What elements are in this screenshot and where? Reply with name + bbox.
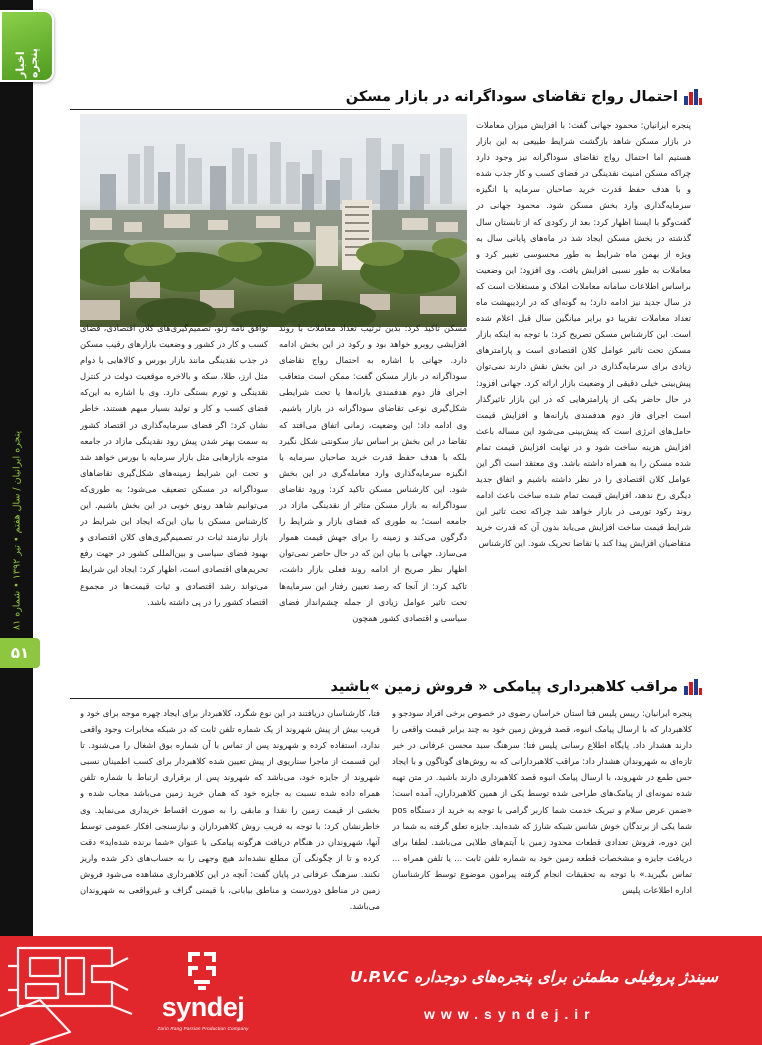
article2-title: مراقب کلاهبرداری پیامکی « فروش زمین »باشید <box>330 679 678 695</box>
article2-title-rule <box>70 698 370 699</box>
section-tab-label: اخبار پنجره <box>14 48 40 78</box>
article2-column-left: فتا، کارشناسان دریافتند در این نوع شگرد، کلاهبردار برای ایجاد چهره موجه برای خود و فریب بیش از پیش شهروند از یک شماره تلفن ثابت که در شبکه مخابرات وجود واقعی ندارد، استفاده کرده و شهروند پس از تماس با آن شماره بوق اشغال را می‌شنود. تا این قسمت از ماجرا سناریوی از پیش تعیین شده کلاهبردار برای کسب اطمینان نسبی شهروند از جایزه خود، می‌باشد که شهروند پس از برقراری ارتباط با شماره تلفن همراه داده شده نسبت به جایزه خود که همان خرید زمین می‌باشد مجاب شده و بخشی از قیمت زمین را نقدا و مابقی را به صورت اقساط خریداری می‌نماید. وی خاطرنشان کرد: با توجه به فریب روش کلاهبرداران و نیازسنجی افکار عمومی توسط آنها، شهروندان در هنگام دریافت هرگونه پیامکی با عنوان «شما برنده شده‌اید» دقت کرده و تا از چگونگی آن مطلع نشده‌اند هیچ وجهی را به حساب‌های ذکر شده واریز نکنند. سرهنگ عرفانی در پایان گفت: آنچه در این کلاهبرداری مشاهده می‌شود فروش زمین در مناطق دوردست و مناطق بیابانی، با قیمتی گزاف و غیرواقعی به شهروندان می‌باشد. <box>80 708 380 912</box>
brand-subtitle: Zarin Rang Parsian Production Company <box>157 1026 249 1031</box>
syndej-advertisement <box>0 936 762 1045</box>
article1-title: احتمال رواج تقاضای سوداگرانه در بازار مسکن <box>345 89 678 105</box>
article2-column-right: پنجره ایرانیان: رییس پلیس فتا استان خراسان رضوی در خصوص برخی افراد سودجو و کلاهبردار که با ارسال پیامک انبوه، قصد فروش زمین خود به چند برابر قیمت واقعی را دارند هشدار داد. پایگاه اطلاع رسانی پلیس فتا: سرهنگ سید محسن عرفانی در خبر تازه‌ای به شهروندان هشدار داد: مراقب کلاهبردارانی که به روش‌های گوناگون و با ایجاد حس طمع در شهروند، با ارسال پیامک انبوه قصد کلاهبرداری دارند باشید. در متن تهیه شده نمونه‌ای از پیامک‌های طراحی شده توسط یکی از همین کلاهبرداران، آمده است: «ضمن عرض سلام و تبریک خدمت شما کاربر گرامی با توجه به خرید از دستگاه pos شما یکی از برندگان خوش شانس شبکه شارژ که شده‌اید. جایزه تعلق گرفته به شما در این دوره، فروش تعدادی قطعات محدود زمین با آیتم‌های طلایی می‌باشد. لطفا برای دریافت جایزه و مشخصات قطعه زمین خود به شماره تلفن ثابت ... یا تلفن همراه ... تماس بگیرید.» با توجه به تحقیقات انجام گرفته پیرامون موضوع توسط کارشناسان اداره اطلاعات پلیس <box>392 708 692 896</box>
syndej-logo-icon <box>184 950 220 990</box>
website-link[interactable]: www.syndej.ir <box>424 1006 596 1022</box>
ad-tagline: سیندژ پروفیلی مطمئن برای پنجره‌های دوجداره U.P.V.C <box>350 968 718 986</box>
city-skyline-photo <box>80 114 467 327</box>
page-number: ۵۱ <box>0 638 40 668</box>
article1-heading <box>346 89 702 105</box>
city-skyline-illustration <box>80 114 467 327</box>
article2-heading <box>331 679 702 695</box>
brand-name: syndej <box>161 992 245 1022</box>
article1-column-middle: مسکن تاکید کرد: بدین ترتیب تعداد معاملات با روند افزایشی روبرو خواهد بود و رکود در این بخش ادامه دارد. جهانی با اشاره به احتمال رواج تقاضای سوداگرانه در بازار مسکن گفت: ممکن است متعاقب اجرای فاز دوم هدفمندی یارانه‌ها یا تحت شرایطی شکل‌گیری نوعی تقاضای سوداگرانه در بازار باشیم. وی ادامه داد: این وضعیت، زمانی اتفاق می‌افتد که تقاضا در این بخش بر اساس نیاز سکونتی شکل نگیرد بلکه با هدف حفظ قدرت خرید صاحبان سرمایه یا انگیزه سرمایه‌گذاری وارد معامله‌گری در این بخش شود. این کارشناس مسکن تاکید کرد: ورود تقاضای سوداگرانه به بازار مسکن متاثر از نقدینگی مازاد در جامعه است؛ به طوری که فضای بازار و شرایط را دگرگون می‌کند و زمینه را برای جهش قیمت هموار می‌سازد. جهانی با بیان این که در حال حاضر نمی‌توان اظهار نظر صریح از ادامه روند فعلی بازار داشت، تاکید کرد: از آنجا که رصد تعیین رفتار این سرمایه‌ها تحت تاثیر عوامل زیادی از جمله چشم‌انداز فضای سیاسی و اقتصادی کشور همچون <box>279 323 467 623</box>
bar-chart-icon <box>684 679 702 695</box>
article1-title-rule <box>70 109 390 110</box>
left-sidebar <box>0 0 40 1045</box>
issue-info: پنجره ایرانیان / سال هفتم • تیر ۱۳۹۲ • شماره ۸۱ <box>11 430 23 630</box>
bar-chart-icon <box>684 89 702 105</box>
article1-column-right: پنجره ایرانیان: محمود جهانی گفت: با افزایش میزان معاملات در بازار مسکن شاهد بازگشت شرایط طبیعی به این بازار هستیم اما احتمال رواج تقاضای سوداگرانه نیز وجود دارد چراکه مسکن امنیت نقدینگی در فضای کسب و کار جذب شده و با هدف حفظ قدرت خرید صاحبان سرمایه یا انگیزه سرمایه‌گذاری وارد بخش مسکن شود. محمود جهانی در گفت‌وگو با ایسنا اظهار کرد: بعد از رکودی که از تابستان سال گذشته در بخش مسکن ایجاد شد در ماه‌های پایانی سال به ویژه از بهمن ماه شرایط به طور محسوسی تغییر کرد و معاملات به طور نسبی افزایش یافت. وی افزود: این وضعیت براساس اطلاعات سامانه معاملات املاک و مستغلات است که در سال جدید نیز ادامه دارد؛ به گونه‌ای که در اردیبهشت ماه تعداد معاملات تقریبا دو برابر میانگین سال قبل اعلام شده است. این کارشناس مسکن تصریح کرد: با توجه به اینکه بازار مسکن تحت تاثیر عوامل کلان اقتصادی است و پارامترهای زیادی برای سرمایه‌گذاری در این بخش نقش دارند نمی‌توان پیش‌بینی خیلی دقیقی از وضعیت بازار ارائه کرد. جهانی افزود: در حال حاضر یکی از پارامترهایی که در این بازار تاثیرگذار است اجرای فاز دوم هدفمندی یارانه‌ها و افزایش قیمت حامل‌های انرژی است که پیش‌بینی می‌شود این مساله باعث افزایش هزینه ساخت شود و در نهایت افزایش قیمت تمام شده مسکن را به همراه داشته باشد. وی معتقد است اگر این عوامل کلان اقتصادی را در نظر داشته باشیم و اتفاق جدید دیگری رخ ندهد، افزایش قیمت تمام شده ساخت باعث ادامه روند رکود تورمی در بازار خواهد شد چراکه تحت تاثیر این شرایط قیمت ساخت افزایش می‌یابد بدون آن که قدرت خرید متقاضیان افزایش پیدا کند یا تقاضا تحریک شود. این کارشناس <box>476 120 691 549</box>
window-profile-sketch <box>0 936 762 1045</box>
syndej-brand <box>148 950 258 1038</box>
article1-column-left: توافق نامه ژنو، تصمیم‌گیری‌های کلان اقتصادی، فضای کسب و کار در کشور و وضعیت بازارهای رقیب مسکن در جذب نقدینگی مانند بازار بورس و کالاهایی با دوام مثل ارز، طلا، سکه و بالاخره موقعیت دولت در کنترل نقدینگی و تورم بستگی دارد. وی با اشاره به این‌که فضای کسب و کار و تولید بسیار مبهم هستند، خاطر نشان کرد: اگر فضای سرمایه‌گذاری در اقتصاد کشور به سمت بهتر شدن پیش رود نقدینگی مازاد در جامعه متوجه بازارهایی مثل بازار سرمایه یا بورس خواهد شد و تحت این شرایط زمینه‌های شکل‌گیری تقاضاهای سوداگرانه در مسکن تضعیف می‌شود؛ به طوری‌که می‌توانیم شاهد رونق خوبی در این بخش باشیم. این کارشناس مسکن با بیان این‌که ایجاد این شرایط در بازار نیازمند ثبات در تصمیم‌گیری‌های کلان اقتصادی و بهبود فضای سیاسی و بین‌المللی کشور در جهت رفع تحریم‌های اقتصادی است، اظهار کرد: ایجاد این شرایط می‌تواند رشد اقتصادی و ثبات قیمت‌ها در مجموع اقتصاد کشور را در پی داشته باشد. <box>80 323 268 607</box>
section-tab <box>0 10 54 82</box>
